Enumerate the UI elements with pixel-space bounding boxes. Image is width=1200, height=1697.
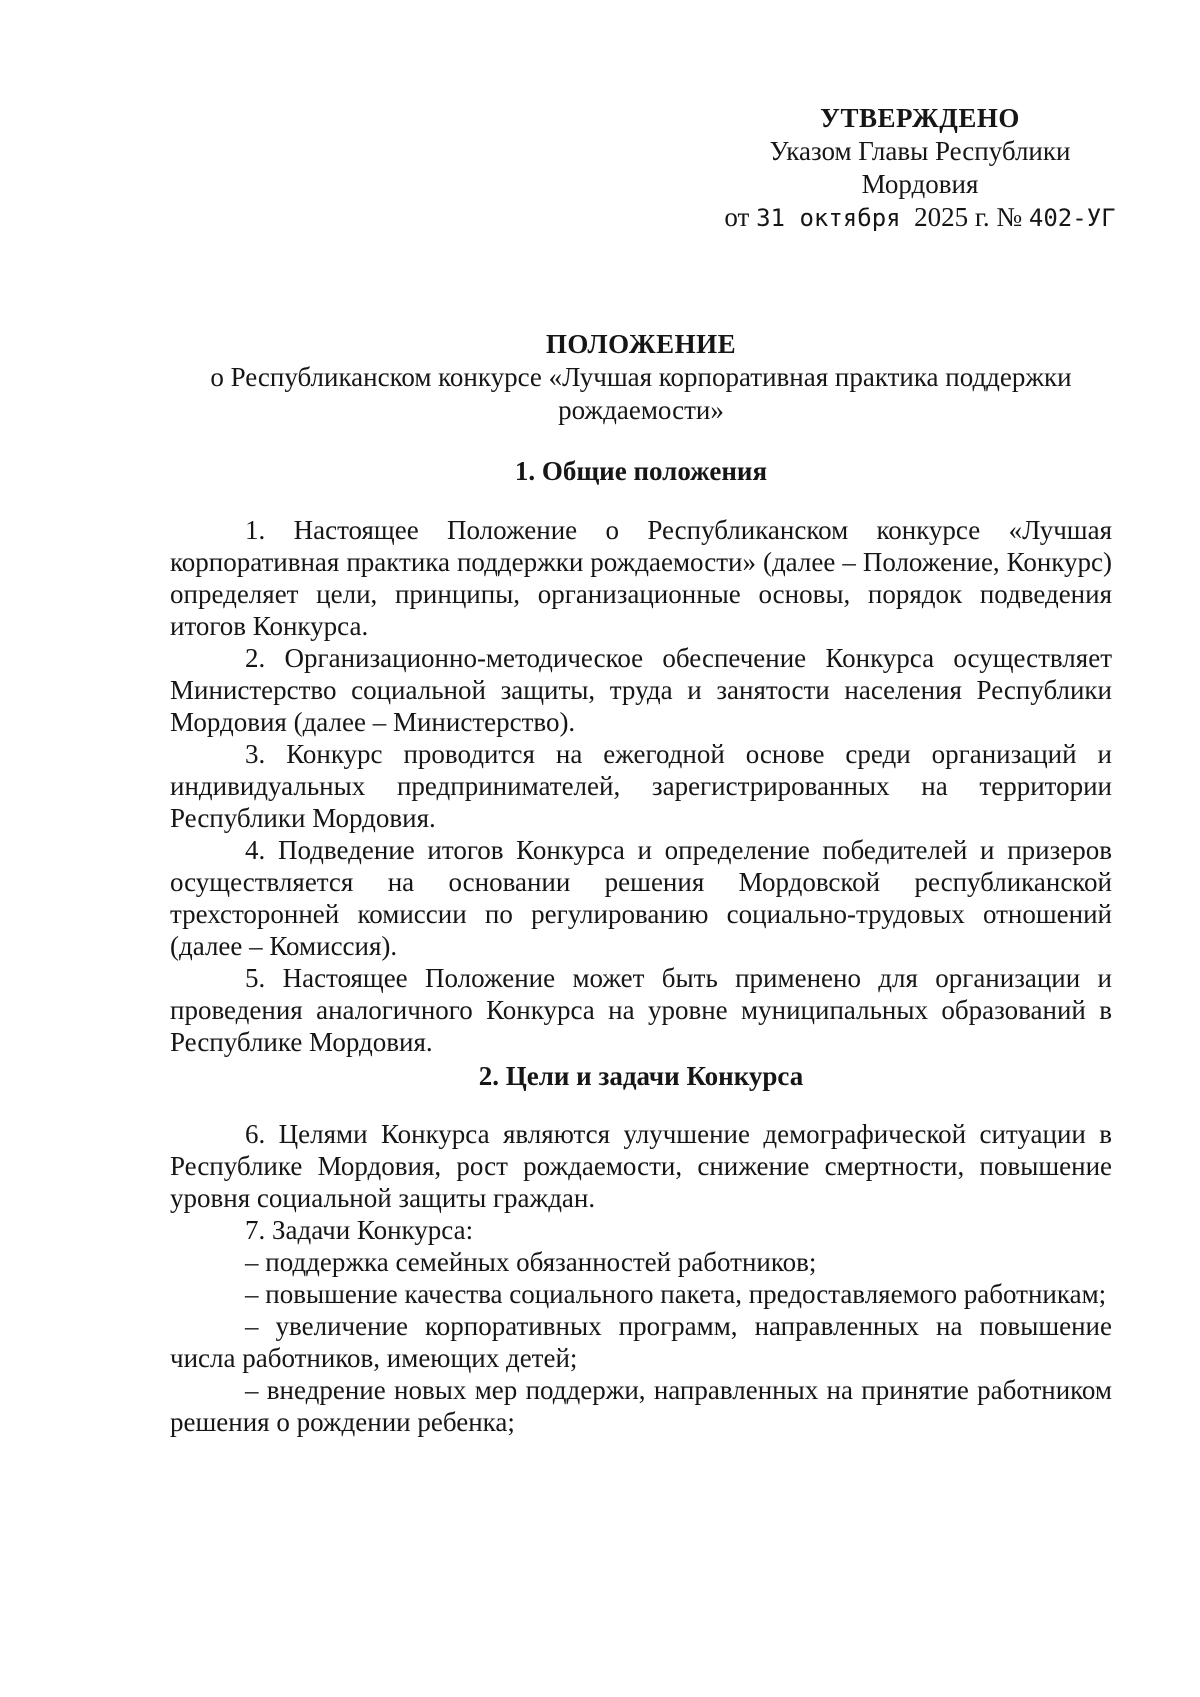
list-item: – повышение качества социального пакета, предоставляемого работникам; [245, 1279, 1107, 1309]
document-subtitle: о Республиканском конкурсе «Лучшая корпоративная практика поддержки рождаемости» [210, 362, 1072, 425]
approval-date-line [700, 201, 1140, 235]
section-heading-goals: 2. Цели и задачи Конкурса [478, 1061, 804, 1091]
decree-number: 402-УГ [1028, 204, 1116, 232]
date-prefix: от [724, 202, 750, 232]
paragraph: 6. Целями Конкурса являются улучшение демографической ситуации в Республике Мордовия, рост рождаемости, снижение смертности, повышение уровня социальной защиты граждан. [170, 1119, 1112, 1213]
list-item: – поддержка семейных обязанностей работников; [245, 1247, 817, 1277]
approval-line-1: Указом Главы Республики [769, 136, 1071, 166]
approval-line-2: Мордовия [861, 169, 979, 199]
paragraph: 5. Настоящее Положение может быть применено для организации и проведения аналогичного Конкурса на уровне муниципальных образований в Республике Мордовия. [170, 963, 1112, 1057]
document-title-block [170, 328, 1112, 427]
date-handwritten: 31 октября [756, 204, 901, 232]
list-item: – внедрение новых мер поддержи, направленных на принятие работником решения о рождении ребенка; [170, 1375, 1112, 1437]
approval-stamp-title: УТВЕРЖДЕНО [820, 103, 1020, 133]
document-title: ПОЛОЖЕНИЕ [545, 329, 737, 359]
paragraph: 1. Настоящее Положение о Республиканском конкурсе «Лучшая корпоративная практика поддержки рождаемости» (далее – Положение, Конкурс) определяет цели, принципы, организационные основы, порядок подведения итогов Конкурса. [170, 515, 1112, 641]
paragraph: 2. Организационно-методическое обеспечение Конкурса осуществляет Министерство социальной защиты, труда и занятости населения Республики Мордовия (далее – Министерство). [170, 643, 1112, 737]
date-year: 2025 г. № [914, 202, 1023, 232]
paragraph: 7. Задачи Конкурса: [245, 1215, 474, 1245]
approval-block [700, 102, 1140, 235]
paragraph: 4. Подведение итогов Конкурса и определение победителей и призеров осуществляется на основании решения Мордовской республиканской трехсторонней комиссии по регулированию социально-трудовых отношений (далее – Комиссия). [170, 835, 1112, 961]
section-heading-general: 1. Общие положения [514, 456, 768, 486]
section-body-general [170, 514, 1112, 1058]
section-body-goals [170, 1118, 1112, 1438]
paragraph: 3. Конкурс проводится на ежегодной основе среди организаций и индивидуальных предпринимателей, зарегистрированных на территории Республики Мордовия. [170, 739, 1112, 833]
list-item: – увеличение корпоративных программ, направленных на повышение числа работников, имеющих детей; [170, 1311, 1112, 1373]
